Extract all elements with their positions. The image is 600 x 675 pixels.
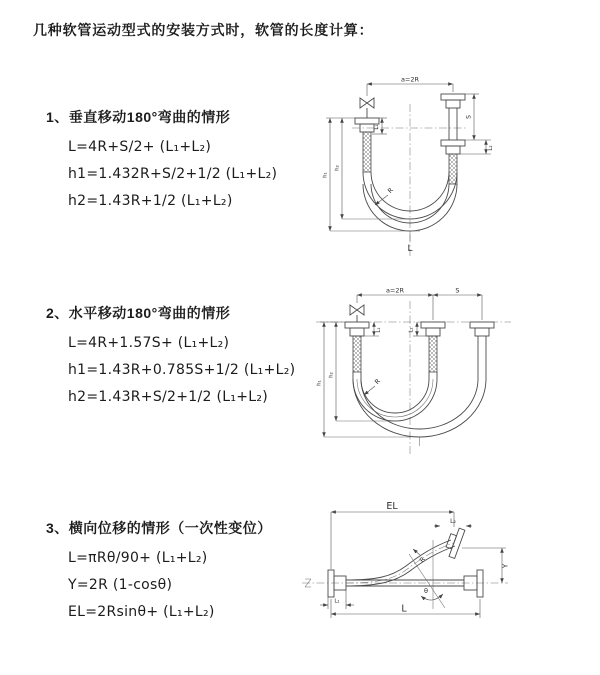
flange: [328, 570, 334, 597]
flange: [421, 322, 445, 328]
flange: [470, 322, 494, 328]
hose-straight-position: [346, 570, 483, 597]
page-title: 几种软管运动型式的安装方式时，软管的长度计算：: [33, 22, 374, 38]
right-leg-fitting-moved: [470, 322, 494, 379]
formula-EL: EL=2Rsinθ+ (L₁+L₂): [68, 604, 215, 620]
left-leg-fitting: [355, 98, 379, 172]
nut: [426, 328, 440, 336]
dim-label-l2: L₂: [450, 518, 456, 525]
dim-label-l1: L₁: [334, 598, 340, 605]
formula-h2: h2=1.43R+S/2+1/2 (L₁+L₂): [68, 389, 269, 405]
dim-label-l1: L₁: [376, 327, 382, 333]
length-label: L: [407, 244, 413, 254]
flange: [441, 94, 465, 100]
dim-label-y: Y: [501, 563, 510, 569]
nut: [350, 328, 364, 336]
dim-label-h2: h₂: [328, 372, 335, 378]
formula-h1: h1=1.43R+0.785S+1/2 (L₁+L₂): [68, 362, 296, 378]
formula-L: L=4R+S/2+ (L₁+L₂): [68, 139, 212, 155]
dim-label-l2: L₂: [488, 145, 494, 151]
braided-hose: [429, 336, 437, 372]
formula-L: L=πRθ/90+ (L₁+L₂): [68, 550, 208, 566]
section-heading: 3、横向位移的情形（一次性变位）: [46, 520, 272, 536]
dim-label-2r: a=2R: [385, 286, 405, 295]
section-heading: 1、垂直移动180°弯曲的情形: [46, 109, 231, 125]
left-leg-fitting: [345, 305, 369, 379]
left-flange-fitting: [328, 570, 346, 597]
formula-L: L=4R+1.57S+ (L₁+L₂): [68, 335, 230, 351]
middle-leg-fitting: [421, 322, 445, 379]
angle-label: θ: [424, 587, 428, 595]
dim-label-h2: h₂: [334, 165, 341, 171]
radius-label: R: [373, 377, 383, 387]
radius-label: R: [386, 186, 396, 196]
flange: [449, 528, 465, 558]
valve-icon: [350, 305, 364, 315]
dim-label-l: L: [401, 603, 407, 615]
nut: [475, 328, 489, 336]
diagram-vertical-180: [308, 70, 578, 260]
dimensions: [323, 76, 495, 255]
valve-icon: [360, 98, 374, 108]
dim-label-el: EL: [386, 501, 398, 512]
formula-h2: h2=1.43R+1/2 (L₁+L₂): [68, 193, 233, 209]
section-heading: 2、水平移动180°弯曲的情形: [46, 305, 231, 321]
diagram-lateral-displacement: [296, 496, 596, 656]
section-horizontal-movement: [46, 304, 295, 411]
flange-moved: [441, 140, 465, 146]
dim-label-s: S: [465, 115, 473, 119]
dim-label-l2: L₂: [408, 327, 415, 333]
right-leg-fitting: [441, 94, 465, 184]
flange: [355, 118, 379, 124]
dim-label-s: S: [455, 286, 460, 295]
nut: [446, 100, 460, 108]
dim-label-l1: L₁: [374, 124, 380, 130]
dimensions: [317, 287, 483, 447]
braided-hose: [449, 154, 457, 184]
braided-hose: [353, 336, 361, 372]
formula-h1: h1=1.432R+S/2+1/2 (L₁+L₂): [68, 166, 278, 182]
dim-label-2r: a=2R: [400, 75, 420, 84]
dim-label-h1: h₁: [316, 380, 323, 386]
braided-hose: [363, 132, 371, 172]
formula-Y: Y=2R (1-cosθ): [68, 577, 173, 593]
section-lateral-displacement: [46, 519, 272, 626]
radius-label: R: [417, 555, 427, 565]
flange: [345, 322, 369, 328]
section-vertical-movement: [46, 108, 277, 215]
flange: [477, 570, 483, 597]
diagram-horizontal-180: [306, 283, 591, 465]
dim-label-h1: h₁: [322, 172, 329, 178]
hose-displaced-position: [346, 526, 465, 586]
nut: [446, 146, 460, 154]
